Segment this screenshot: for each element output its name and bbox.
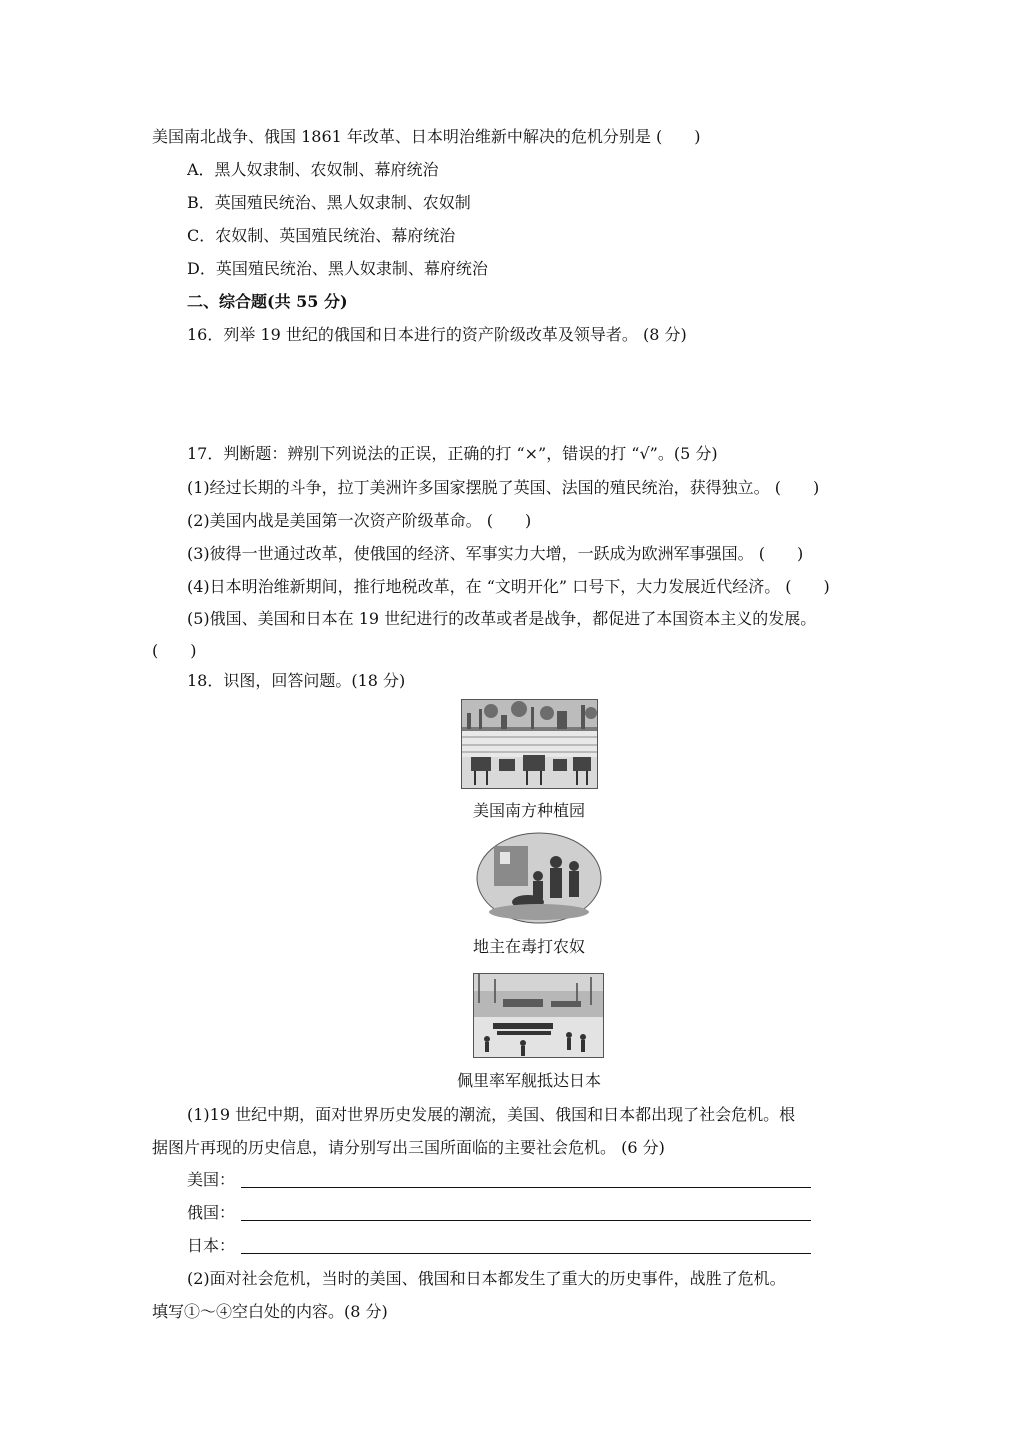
- q15-option-c: C．农奴制、英国殖民统治、幕府统治: [187, 226, 456, 245]
- answer-blank-russia[interactable]: [241, 1220, 811, 1221]
- answer-label-japan: 日本：: [187, 1236, 236, 1255]
- section-heading: 二、综合题(共 55 分): [187, 292, 348, 311]
- answer-row-usa: [187, 1170, 817, 1192]
- q16-text: 16．列举 19 世纪的俄国和日本进行的资产阶级改革及领导者。 (8 分): [187, 325, 687, 344]
- q15-option-b: B．英国殖民统治、黑人奴隶制、农奴制: [187, 193, 471, 212]
- q17-item-5-bracket: ( ): [152, 641, 197, 660]
- q17-item-4: (4)日本明治维新期间，推行地税改革，在 “文明开化” 口号下，大力发展近代经济。 ( ): [187, 577, 830, 596]
- q17-item-5: (5)俄国、美国和日本在 19 世纪进行的改革或者是战争，都促进了本国资本主义的发展。: [187, 609, 817, 628]
- serf-caption: 地主在毒打农奴: [472, 937, 585, 956]
- q18-sub2-line2: 填写①～④空白处的内容。(8 分): [152, 1302, 388, 1321]
- q17-item-1: (1)经过长期的斗争，拉丁美洲许多国家摆脱了英国、法国的殖民统治，获得独立。 ( ): [187, 478, 820, 497]
- perry-ships-image: [473, 973, 604, 1058]
- q18-sub2-line1: (2)面对社会危机，当时的美国、俄国和日本都发生了重大的历史事件，战胜了危机。: [187, 1269, 786, 1288]
- answer-blank-japan[interactable]: [241, 1253, 811, 1254]
- answer-blank-usa[interactable]: [241, 1187, 811, 1188]
- answer-label-russia: 俄国：: [187, 1203, 236, 1222]
- q15-option-d: D．英国殖民统治、黑人奴隶制、幕府统治: [187, 259, 488, 278]
- answer-row-japan: [187, 1236, 817, 1258]
- q18-sub1-line2: 据图片再现的历史信息，请分别写出三国所面临的主要社会危机。 (6 分): [152, 1138, 665, 1157]
- plantation-caption: 美国南方种植园: [472, 801, 585, 820]
- plantation-image: [461, 699, 598, 789]
- q15-stem: 美国南北战争、俄国 1861 年改革、日本明治维新中解决的危机分别是 ( ): [152, 127, 701, 146]
- q18-stem: 18．识图，回答问题。(18 分): [187, 671, 406, 690]
- answer-label-usa: 美国：: [187, 1170, 236, 1189]
- q18-sub1-line1: (1)19 世纪中期，面对世界历史发展的潮流，美国、俄国和日本都出现了社会危机。根: [187, 1105, 796, 1124]
- q17-item-3: (3)彼得一世通过改革，使俄国的经济、军事实力大增，一跃成为欧洲军事强国。 ( ): [187, 544, 804, 563]
- q17-stem: 17．判断题：辨别下列说法的正误，正确的打 “×”，错误的打 “√”。(5 分): [187, 444, 718, 463]
- serf-beating-image: [476, 832, 602, 924]
- q17-item-2: (2)美国内战是美国第一次资产阶级革命。 ( ): [187, 511, 532, 530]
- q15-option-a: A．黑人奴隶制、农奴制、幕府统治: [187, 160, 439, 179]
- answer-row-russia: [187, 1203, 817, 1225]
- perry-caption: 佩里率军舰抵达日本: [456, 1071, 601, 1090]
